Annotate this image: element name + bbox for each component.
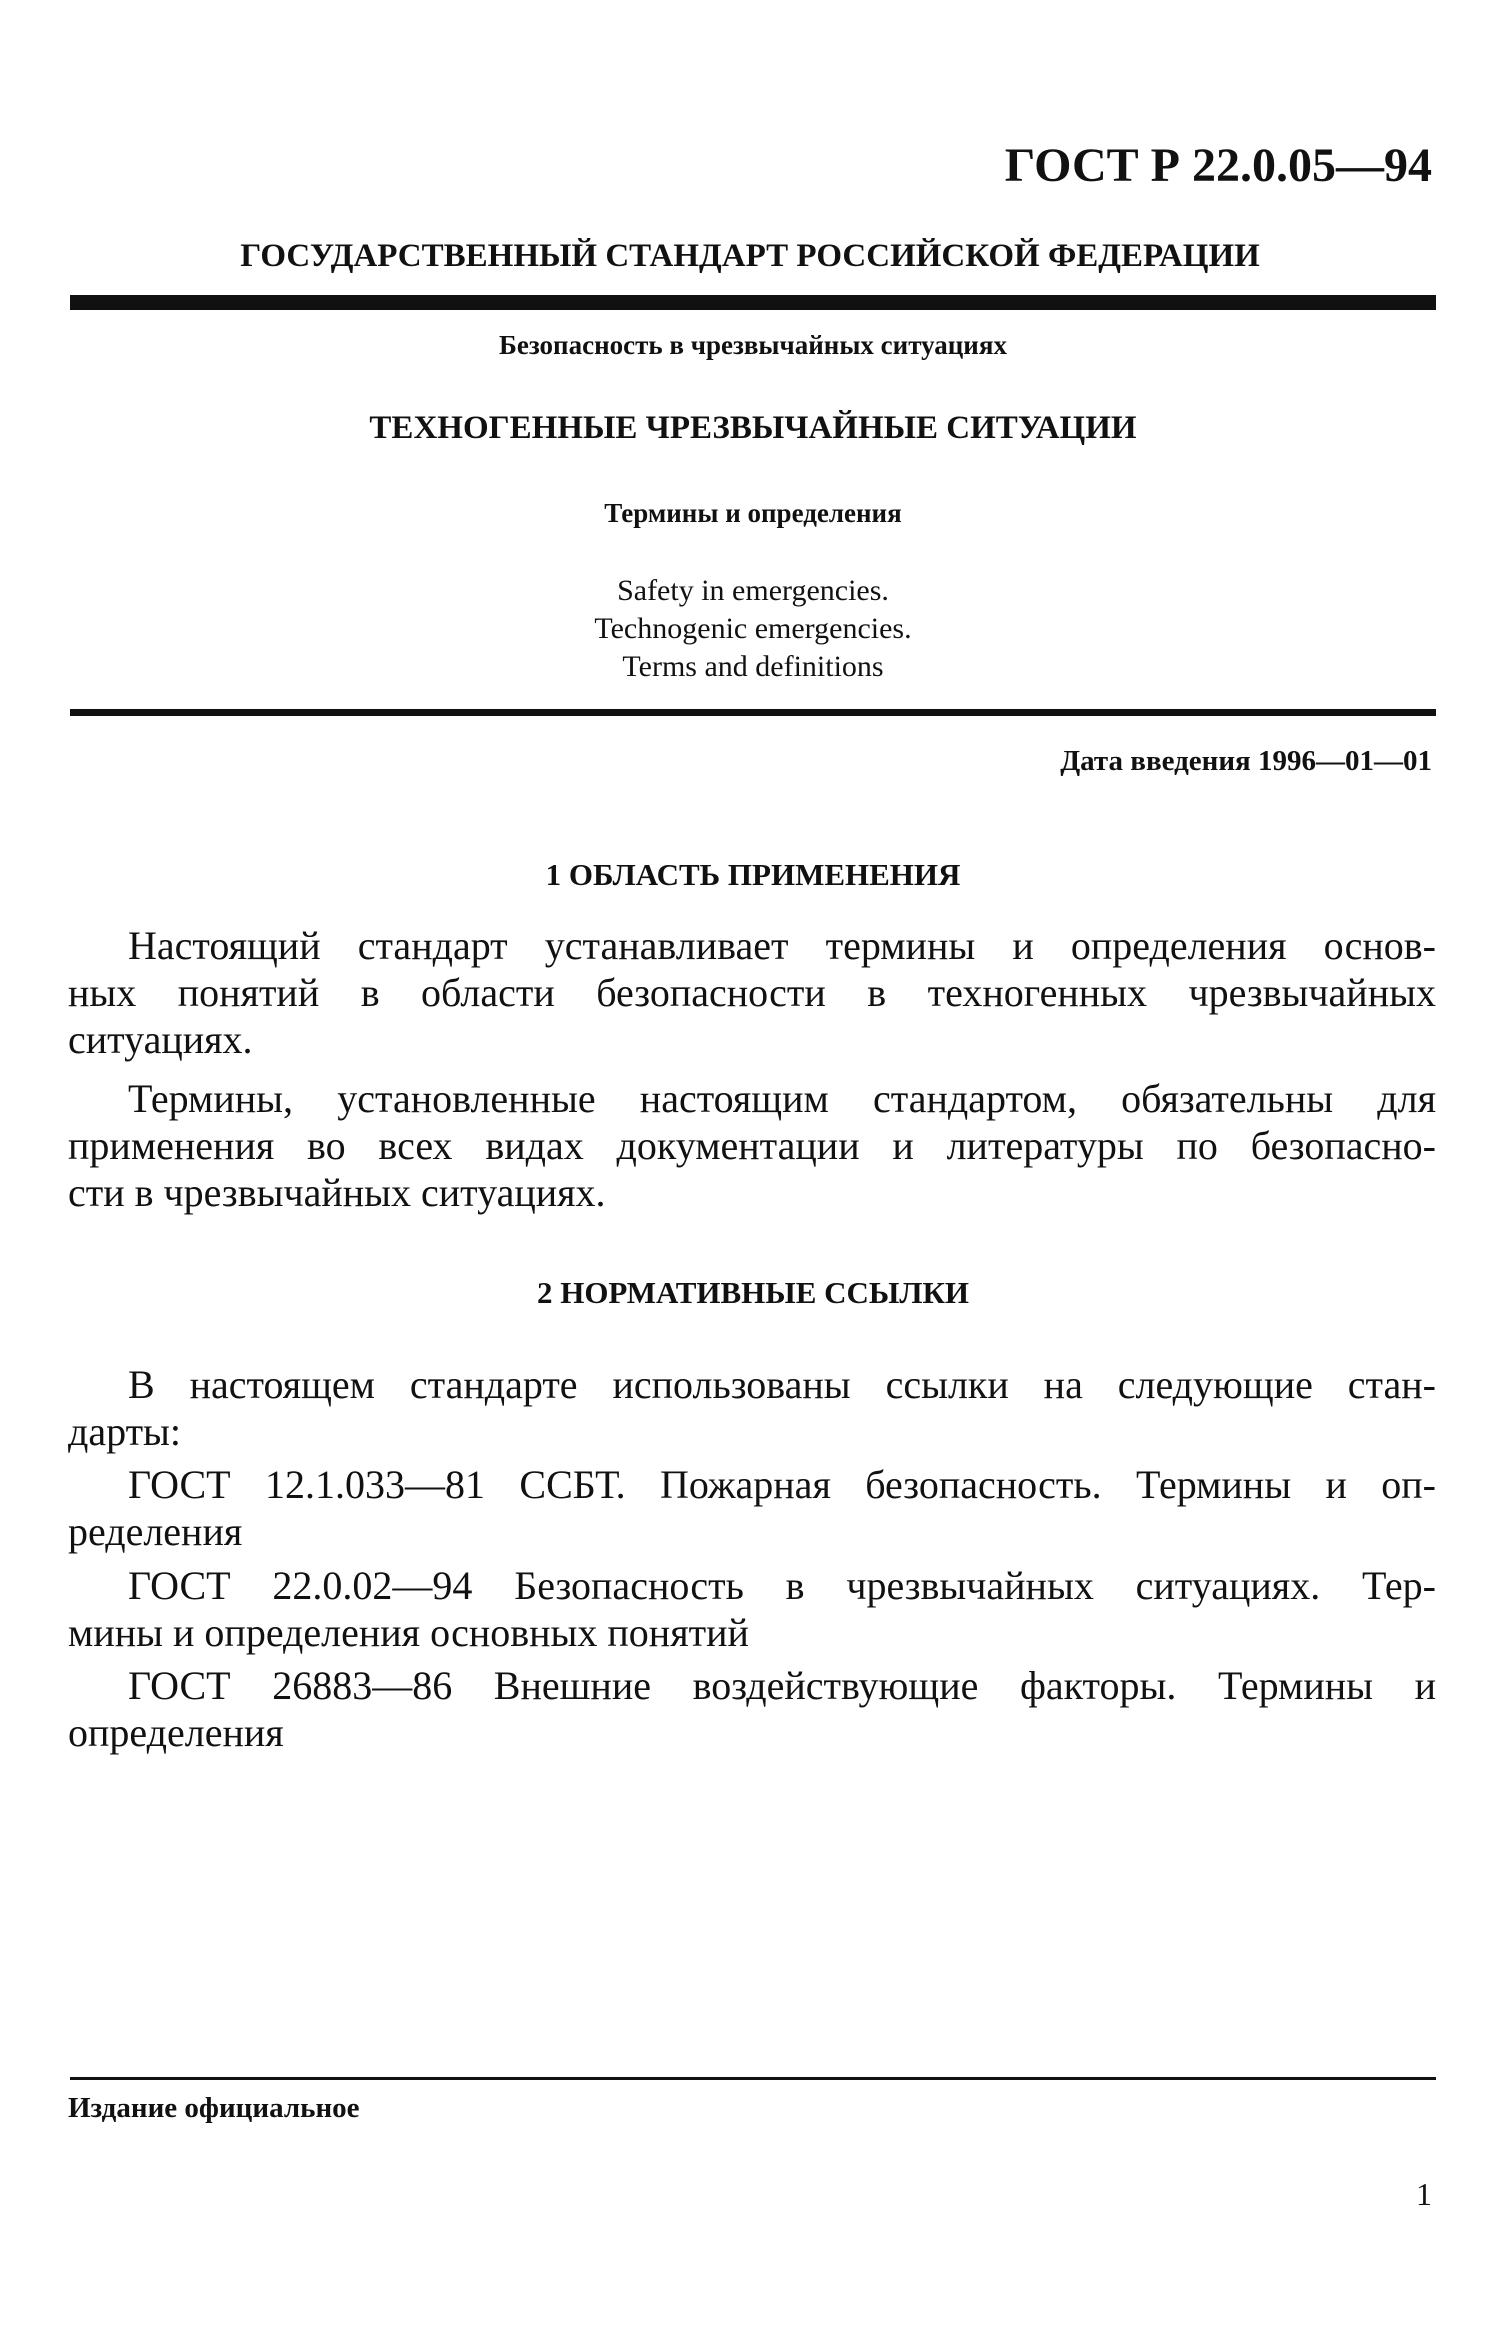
paragraph-line: применения во всех видах документации и литературы по безопасно- [68, 1123, 1436, 1168]
english-title-line: Safety in emergencies. [617, 574, 889, 607]
paragraph [68, 922, 1436, 1063]
paragraph-line: определения [68, 1710, 284, 1755]
paragraph [68, 1075, 1436, 1216]
footer-rule [70, 2077, 1436, 2080]
reference-item [68, 1562, 1436, 1656]
reference-item [68, 1662, 1436, 1756]
reference-item [68, 1461, 1436, 1555]
paragraph-line: ГОСТ 26883—86 Внешние воздействующие факторы. Термины и [128, 1663, 1436, 1708]
header-rule-thick [70, 295, 1436, 310]
paragraph [68, 1361, 1436, 1455]
paragraph-line: мины и определения основных понятий [68, 1610, 749, 1655]
header-rule [70, 709, 1436, 716]
paragraph-line: ситуациях. [68, 1017, 253, 1062]
paragraph-line: Термины, установленные настоящим стандартом, обязательны для [128, 1076, 1436, 1121]
paragraph-line: В настоящем стандарте использованы ссылки на следующие стан- [128, 1362, 1436, 1407]
standard-code: ГОСТ Р 22.0.05—94 [1004, 139, 1432, 192]
english-title-line: Terms and definitions [622, 650, 884, 683]
introduction-date: Дата введения 1996—01—01 [1060, 745, 1432, 777]
paragraph-line: Настоящий стандарт устанавливает термины и определения основ- [128, 923, 1436, 968]
paragraph-line: сти в чрезвычайных ситуациях. [68, 1170, 606, 1215]
english-title-line: Technogenic emergencies. [594, 612, 912, 645]
subtitle: Термины и определения [604, 498, 902, 528]
paragraph-line: ределения [68, 1509, 243, 1554]
section-heading: 2 НОРМАТИВНЫЕ ССЫЛКИ [536, 1275, 970, 1310]
main-title: ТЕХНОГЕННЫЕ ЧРЕЗВЫЧАЙНЫЕ СИТУАЦИИ [369, 410, 1137, 446]
paragraph-line: дарты: [68, 1409, 182, 1454]
paragraph-line: ных понятий в области безопасности в техногенных чрезвычайных [68, 970, 1436, 1015]
edition-label: Издание официальное [68, 2092, 360, 2124]
paragraph-line: ГОСТ 22.0.02—94 Безопасность в чрезвычайных ситуациях. Тер- [128, 1563, 1436, 1608]
paragraph-line: ГОСТ 12.1.033—81 ССБТ. Пожарная безопасность. Термины и оп- [128, 1462, 1436, 1507]
section-heading: 1 ОБЛАСТЬ ПРИМЕНЕНИЯ [545, 857, 961, 892]
organization-title: ГОСУДАРСТВЕННЫЙ СТАНДАРТ РОССИЙСКОЙ ФЕДЕРАЦИИ [240, 238, 1260, 274]
page-number: 1 [1416, 2176, 1432, 2212]
series-title: Безопасность в чрезвычайных ситуациях [499, 330, 1007, 360]
